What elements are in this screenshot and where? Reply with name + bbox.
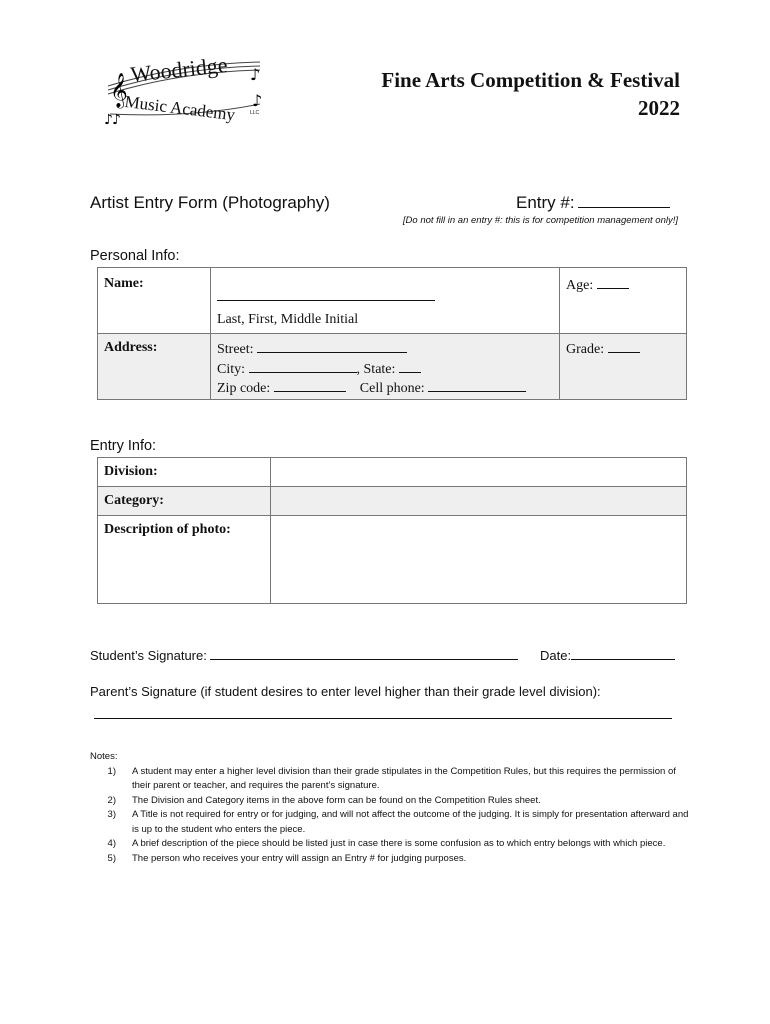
student-signature-field[interactable] xyxy=(210,647,518,660)
title-year: 2022 xyxy=(638,96,680,120)
list-item: 3) A Title is not required for entry or for judging, and will not affect the outcome of the judging. It is simply for presentation afterward and is up to the student who enters the piece. xyxy=(107,809,689,835)
date-label: Date: xyxy=(540,648,572,663)
entry-number-field[interactable] xyxy=(516,193,670,213)
music-note-icon: ♪ xyxy=(104,112,113,128)
city-label: City: xyxy=(217,361,246,377)
description-field[interactable] xyxy=(271,516,687,604)
age-label: Age: xyxy=(566,278,594,293)
grade-label: Grade: xyxy=(566,342,605,357)
zip-field[interactable] xyxy=(274,379,346,392)
address-label: Address: xyxy=(104,340,158,355)
category-label: Category: xyxy=(104,493,164,508)
logo-text-line2: Music Academy xyxy=(123,92,237,125)
list-item: 1) A student may enter a higher level division than their grade stipulates in the Competition Rules, but this requires the permission of their parent or teacher, and requires the parent’s signature. xyxy=(107,765,676,791)
city-field[interactable] xyxy=(249,360,357,373)
division-row xyxy=(98,458,687,487)
list-item: 2) The Division and Category items in the above form can be found on the Competition Rules sheet. xyxy=(107,794,541,806)
date-field[interactable] xyxy=(571,647,675,660)
parent-signature-field[interactable] xyxy=(94,718,672,719)
age-field[interactable] xyxy=(597,276,629,289)
logo-llc: LLC xyxy=(250,110,260,116)
list-item: 4) A brief description of the piece should be listed just in case there is some confusion as to which entry belongs with which piece. xyxy=(107,838,666,849)
description-label: Description of photo: xyxy=(104,522,231,537)
division-field[interactable] xyxy=(271,458,687,487)
description-row xyxy=(98,516,687,604)
notes-section xyxy=(90,750,690,866)
name-field[interactable] xyxy=(217,286,435,301)
notes-heading: Notes: xyxy=(90,751,118,762)
student-signature-label: Student’s Signature: xyxy=(90,648,207,663)
competition-title xyxy=(320,66,680,122)
entry-note: [Do not fill in an entry #: this is for competition management only!] xyxy=(402,215,678,226)
list-item: 5) The person who receives your entry will assign an Entry # for judging purposes. xyxy=(107,852,467,864)
division-label: Division: xyxy=(104,464,158,479)
form-title: Artist Entry Form (Photography) xyxy=(90,193,330,212)
entry-info-heading: Entry Info: xyxy=(90,438,157,454)
music-note-icon: ♪ xyxy=(252,91,263,110)
entry-number-label: Entry #: xyxy=(516,193,575,212)
music-note-icon: ♪ xyxy=(112,112,121,128)
student-signature-row xyxy=(90,647,518,663)
state-label: , State: xyxy=(356,361,396,377)
street-label: Street: xyxy=(217,342,254,357)
date-row xyxy=(540,647,675,663)
personal-info-table xyxy=(97,267,687,400)
logo-text-line1: Woodridge xyxy=(129,51,229,88)
entry-info-table xyxy=(97,457,687,604)
notes-list xyxy=(90,765,690,867)
name-label: Name: xyxy=(104,276,144,291)
music-note-icon: ♪ xyxy=(250,65,261,84)
grade-field[interactable] xyxy=(608,340,640,353)
name-row xyxy=(98,268,687,334)
state-field[interactable] xyxy=(399,360,421,373)
cell-phone-label: Cell phone: xyxy=(359,381,425,396)
entry-number-blank[interactable] xyxy=(578,193,670,208)
personal-info-heading: Personal Info: xyxy=(90,248,180,264)
cell-phone-field[interactable] xyxy=(428,379,526,392)
parent-signature-label: Parent’s Signature (if student desires to enter level higher than their grade level division): xyxy=(90,684,601,699)
address-row xyxy=(98,334,687,400)
street-field[interactable] xyxy=(257,340,407,353)
title-line1: Fine Arts Competition & Festival xyxy=(381,68,680,92)
academy-logo xyxy=(100,51,270,128)
category-row xyxy=(98,487,687,516)
treble-clef-icon: 𝄞 xyxy=(110,73,128,108)
name-hint: Last, First, Middle Initial xyxy=(217,312,359,327)
category-field[interactable] xyxy=(271,487,687,516)
zip-label: Zip code: xyxy=(217,381,271,396)
